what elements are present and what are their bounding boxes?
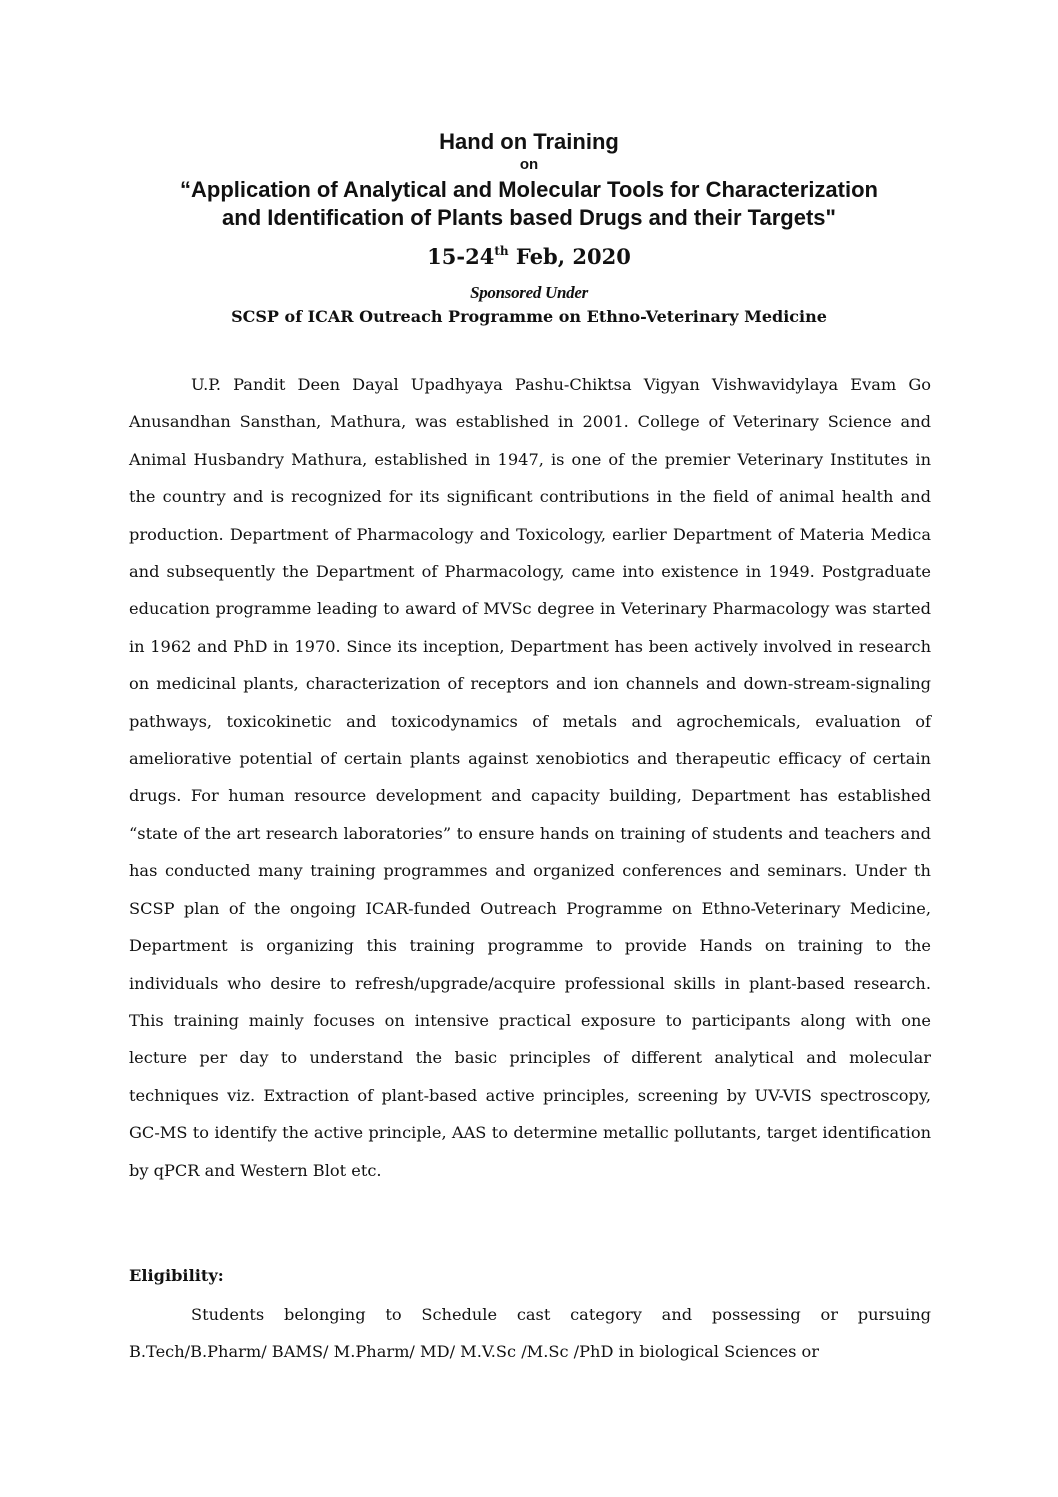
eligibility-section [129, 1296, 931, 1371]
eligibility-paragraph: Students belonging to Schedule cast category and possessing or pursuing B.Tech/B.Pharm/ BAMS/ M.Pharm/ MD/ M.V.Sc /M.Sc /PhD in biological Sciences or [129, 1305, 931, 1362]
intro-section [129, 366, 931, 1189]
training-topic [100, 176, 958, 232]
on-word: on [519, 156, 539, 173]
document-header [100, 128, 958, 328]
eligibility-heading: Eligibility: [129, 1266, 224, 1285]
training-title: Hand on Training [439, 129, 619, 154]
programme-name: SCSP of ICAR Outreach Programme on Ethno-Veterinary Medicine [231, 307, 827, 326]
training-topic-line-2: and Identification of Plants based Drugs and their Targets" [222, 205, 836, 230]
sponsored-under: Sponsored Under [470, 283, 588, 302]
intro-paragraph: U.P. Pandit Deen Dayal Upadhyaya Pashu-Chiktsa Vigyan Vishwavidylaya Evam Go Anusandhan Sansthan, Mathura, was established in 2001. College of Veterinary Science and Animal Husbandry Mathura, established in 1947, is one of the premier Veterinary Institutes in the country and is recognized for its significant contributions in the field of animal health and production. Department of Pharmacology and Toxicology, earlier Department of Materia Medica and subsequently the Department of Pharmacology, came into existence in 1949. Postgraduate education programme leading to award of MVSc degree in Veterinary Pharmacology was started in 1962 and PhD in 1970. Since its inception, Department has been actively involved in research on medicinal plants, characterization of receptors and ion channels and down-stream-signaling pathways, toxicokinetic and toxicodynamics of metals and agrochemicals, evaluation of ameliorative potential of certain plants against xenobiotics and therapeutic efficacy of certain drugs. For human resource development and capacity building, Department has established “state of the art research laboratories” to ensure hands on training of students and teachers and has conducted many training programmes and organized conferences and seminars. Under th SCSP plan of the ongoing ICAR-funded Outreach Programme on Ethno-Veterinary Medicine, Department is organizing this training programme to provide Hands on training to the individuals who desire to refresh/upgrade/acquire professional skills in plant-based research. This training mainly focuses on intensive practical exposure to participants along with one lecture per day to understand the basic principles of different analytical and molecular techniques viz. Extraction of plant-based active principles, screening by UV-VIS spectroscopy, GC-MS to identify the active principle, AAS to determine metallic pollutants, target identification by qPCR and Western Blot etc. [129, 375, 931, 1180]
training-topic-line-1: “Application of Analytical and Molecular Tools for Characterization [180, 177, 878, 202]
dates-prefix: 15-24 [427, 244, 495, 269]
training-dates [100, 242, 958, 272]
dates-suffix: Feb, 2020 [508, 244, 631, 269]
dates-superscript: th [494, 244, 509, 258]
